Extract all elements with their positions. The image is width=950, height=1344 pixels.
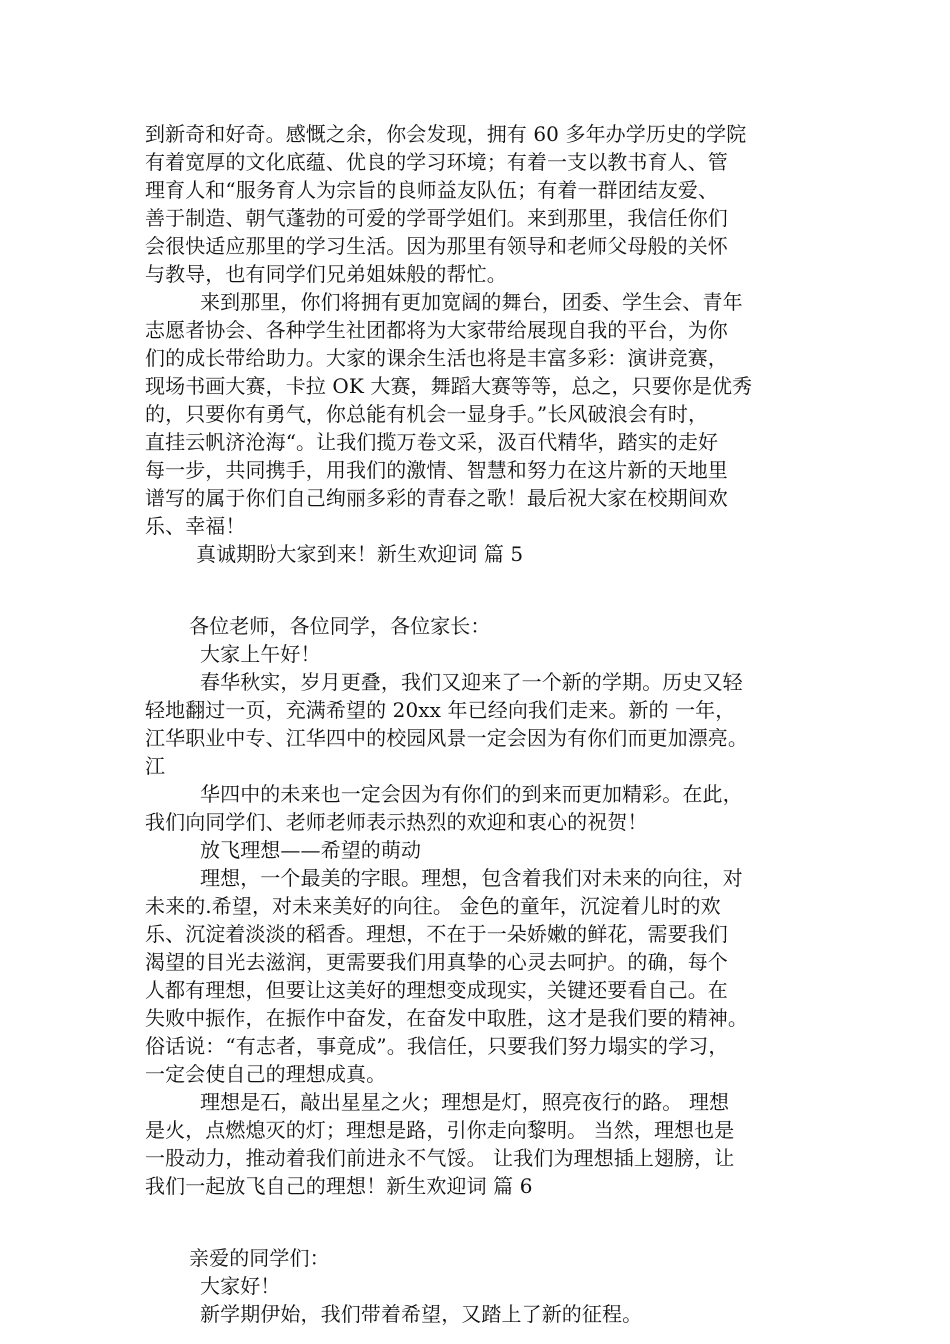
text-line: 善于制造、朝气蓬勃的可爱的学哥学姐们。来到那里，我信任你们 [145, 206, 728, 230]
text-line: 来到那里，你们将拥有更加宽阔的舞台，团委、学生会、青年 [200, 290, 743, 314]
text-line: 理育人和“服务育人为宗旨的良师益友队伍；有着一群团结友爱、 [145, 178, 719, 202]
section-heading: 真诚期盼大家到来！新生欢迎词 篇 5 [196, 542, 524, 566]
text-line: 春华秋实，岁月更叠，我们又迎来了一个新的学期。历史又轻 [200, 670, 743, 694]
text-line: 大家上午好！ [200, 642, 321, 666]
text-line: 新学期伊始，我们带着希望，又踏上了新的征程。 [200, 1302, 643, 1326]
text-line: 与教导，也有同学们兄弟姐妹般的帮忙。 [145, 262, 507, 286]
text-line: 们的成长带给助力。大家的课余生活也将是丰富多彩：演讲竞赛， [145, 346, 728, 370]
text-line: 的，只要你有勇气，你总能有机会一显身手。”长风破浪会有时， [145, 402, 709, 426]
text-line: 志愿者协会、各种学生社团都将为大家带给展现自我的平台，为你 [145, 318, 728, 342]
text-line: 人都有理想，但要让这美好的理想变成现实，关键还要看自己。在 [145, 978, 728, 1002]
text-line: 是火，点燃熄灭的灯；理想是路，引你走向黎明。 当然，理想也是 [145, 1118, 735, 1142]
text-line: 华四中的未来也一定会因为有你们的到来而更加精彩。在此， [200, 782, 743, 806]
text-line: 未来的.希望，对未来美好的向往。 金色的童年，沉淀着儿时的欢 [145, 894, 721, 918]
text-line: 失败中振作，在振作中奋发，在奋发中取胜，这才是我们要的精神。 [145, 1006, 748, 1030]
text-line: 一股动力，推动着我们前进永不气馁。 让我们为理想插上翅膀，让 [145, 1146, 735, 1170]
section-heading: 我们一起放飞自己的理想！新生欢迎词 篇 6 [145, 1174, 533, 1198]
text-line: 会很快适应那里的学习生活。因为那里有领导和老师父母般的关怀 [145, 234, 728, 258]
text-line: 理想是石，敲出星星之火；理想是灯，照亮夜行的路。 理想 [200, 1090, 730, 1114]
text-line: 放飞理想——希望的萌动 [200, 838, 422, 862]
text-line: 乐、幸福！ [145, 514, 246, 538]
text-line: 江 [145, 754, 166, 778]
text-line: 理想，一个最美的字眼。理想，包含着我们对未来的向往，对 [200, 866, 743, 890]
text-line: 谱写的属于你们自己绚丽多彩的青春之歌！最后祝大家在校期间欢 [145, 486, 728, 510]
text-line: 大家好！ [200, 1274, 281, 1298]
text-line: 我们向同学们、老师老师表示热烈的欢迎和衷心的祝贺！ [145, 810, 648, 834]
text-line: 到新奇和好奇。感慨之余，你会发现，拥有 60 多年办学历史的学院 [145, 122, 747, 146]
text-line: 每一步，共同携手，用我们的激情、智慧和努力在这片新的天地里 [145, 458, 728, 482]
text-line: 俗话说：“有志者，事竟成”。我信任，只要我们努力塌实的学习， [145, 1034, 729, 1058]
text-line: 乐、沉淀着淡淡的稻香。理想，不在于一朵娇嫩的鲜花，需要我们 [145, 922, 728, 946]
text-line: 渴望的目光去滋润，更需要我们用真挚的心灵去呵护。的确，每个 [145, 950, 728, 974]
text-line: 一定会使自己的理想成真。 [145, 1062, 387, 1086]
text-line: 轻地翻过一页，充满希望的 20xx 年已经向我们走来。新的 一年， [145, 698, 736, 722]
text-line: 亲爱的同学们： [189, 1246, 330, 1270]
text-line: 直挂云帆济沧海“。让我们揽万卷文采，汲百代精华，踏实的走好 [145, 430, 719, 454]
text-line: 各位老师，各位同学，各位家长： [189, 614, 491, 638]
text-line: 江华职业中专、江华四中的校园风景一定会因为有你们而更加漂亮。 [145, 726, 748, 750]
text-line: 现场书画大赛，卡拉 OK 大赛，舞蹈大赛等等，总之，只要你是优秀 [145, 374, 753, 398]
text-line: 有着宽厚的文化底蕴、优良的学习环境；有着一支以教书育人、管 [145, 150, 728, 174]
